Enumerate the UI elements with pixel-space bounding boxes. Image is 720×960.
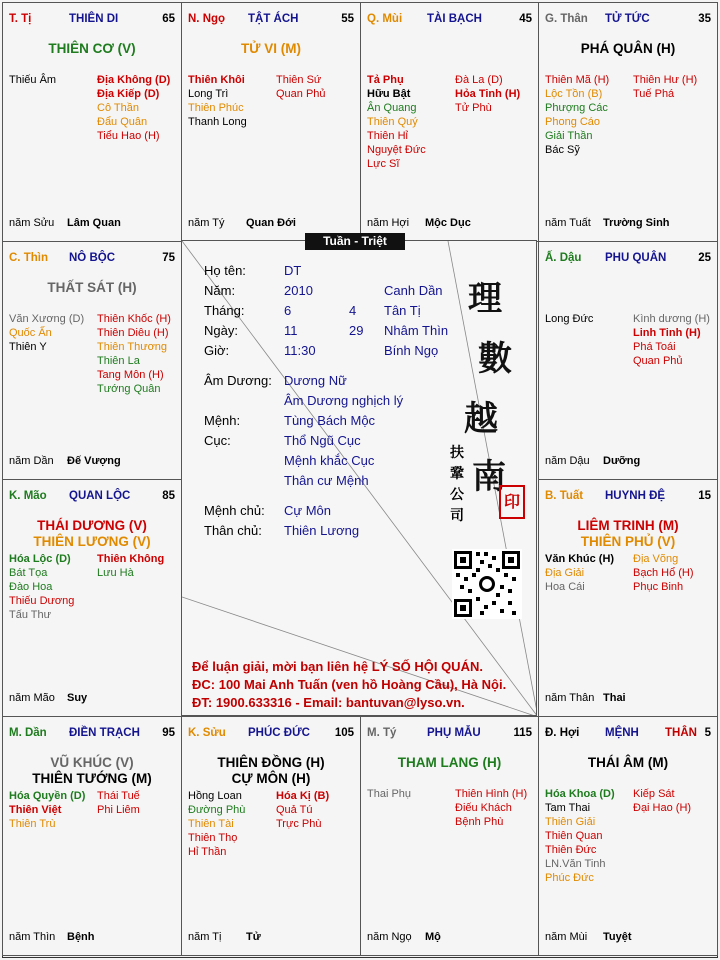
minor-star: Lưu Hà [97, 567, 134, 579]
value-menh: Tùng Bách Mộc [284, 413, 376, 428]
minor-star: Tam Thai [545, 802, 591, 814]
main-star: THÁI ÂM (M) [587, 755, 669, 770]
main-star: VŨ KHÚC (V) [50, 755, 134, 770]
minor-star: Bạch Hổ (H) [633, 567, 694, 579]
minor-star: Tuế Phá [633, 88, 675, 100]
palace-stage: Dưỡng [603, 455, 641, 467]
minor-star: Phá Toái [633, 341, 676, 353]
minor-star: Văn Xương (D) [9, 313, 85, 325]
palace-ti [2, 2, 182, 242]
palace-dau [538, 241, 718, 480]
value-thanchu: Thiên Lương [284, 523, 360, 538]
palace-name: NÔ BỘC [69, 252, 115, 264]
palace-name: HUYNH ĐỆ [605, 490, 666, 502]
minor-star: Địa Không (D) [97, 74, 171, 86]
palace-age: 45 [519, 13, 532, 25]
value-month: 6 [284, 303, 292, 318]
value-year: 2010 [284, 283, 313, 298]
minor-star: Bát Tọa [9, 567, 48, 579]
calligraphy-char: 越 [464, 399, 498, 439]
minor-star: Thái Tuế [97, 790, 140, 802]
label-cuc: Cục: [204, 433, 231, 448]
value-name: DT [284, 263, 302, 278]
palace-header [367, 727, 532, 741]
palace-year: năm Tị [188, 931, 222, 943]
minor-star: LN.Văn Tinh [545, 858, 606, 870]
minor-star: Thiên Quý [367, 116, 418, 128]
minor-star: Phong Cáo [545, 116, 601, 128]
minor-star: Đẩu Quân [97, 116, 148, 128]
minor-star: Thiếu Dương [9, 595, 75, 607]
minor-star: Tướng Quân [97, 383, 161, 395]
contact-line-1: Để luận giải, mời bạn liên hệ LÝ SỐ HỘI QUÁN. [192, 659, 483, 674]
minor-star: Hóa Lộc (D) [9, 553, 71, 565]
vertical-char: 鞏 [450, 466, 464, 482]
palace-ngo [181, 2, 361, 242]
minor-star: Thiên Quan [545, 830, 603, 842]
value-cuc-note1: Mệnh khắc Cục [284, 453, 375, 468]
minor-star: Thiên Khốc (H) [97, 313, 171, 325]
minor-star: Thiên Thương [97, 341, 168, 353]
palace-ty [360, 716, 539, 956]
tuan-triet-badge: Tuần - Triệt [305, 233, 405, 250]
palace-suu [181, 716, 361, 956]
minor-star: Bác Sỹ [545, 144, 580, 156]
value-day-canchi: Nhâm Thìn [384, 323, 449, 338]
minor-star: Quả Tú [276, 804, 313, 816]
minor-star: Thiên Thọ [188, 832, 238, 844]
palace-name: THIÊN DI [69, 13, 119, 25]
palace-age: 35 [698, 13, 711, 25]
contact-address: ĐC: 100 Mai Anh Tuấn (ven hồ Hoàng Cầu), Hà Nội. [192, 677, 507, 692]
palace-name: MỆNH [605, 727, 639, 739]
palace-position: K. Sửu [188, 727, 226, 739]
palace-position: N. Ngọ [188, 13, 226, 25]
palace-year: năm Dần [9, 455, 54, 467]
palace-age: 25 [698, 252, 711, 264]
palace-name: PHỤ MẪU [427, 727, 481, 739]
palace-year: năm Hợi [367, 217, 410, 229]
main-star: PHÁ QUÂN (H) [580, 41, 676, 56]
minor-star: Thiên Trù [9, 818, 56, 830]
palace-header [545, 252, 711, 266]
minor-star: Thiên Sứ [276, 74, 322, 86]
minor-star: Phi Liêm [97, 804, 140, 816]
palace-than [538, 2, 718, 242]
label-month: Tháng: [204, 303, 245, 318]
minor-star: Lộc Tồn (B) [545, 88, 603, 100]
main-star: THIÊN ĐỒNG (H) [217, 755, 325, 770]
qr-code-icon [452, 549, 522, 619]
minor-star: Lực Sĩ [367, 158, 400, 170]
minor-star: Thiên Hỉ [367, 130, 408, 142]
palace-position: C. Thìn [9, 252, 48, 264]
palace-name: ĐIỀN TRẠCH [69, 727, 140, 739]
palace-age: 105 [334, 727, 354, 739]
minor-star: Hỉ Thần [188, 846, 227, 858]
palace-header [545, 490, 711, 504]
palace-year: năm Dậu [545, 455, 590, 467]
palace-position: B. Tuất [545, 490, 584, 502]
minor-star: Thiên Không [97, 553, 165, 565]
palace-hoi [538, 716, 718, 956]
minor-star: Long Trì [188, 88, 229, 100]
minor-star: Hóa Quyền (D) [9, 790, 86, 802]
palace-age: 95 [162, 727, 175, 739]
palace-header [188, 13, 354, 27]
minor-star: Trực Phù [276, 818, 322, 830]
minor-star: Điếu Khách [455, 802, 512, 814]
minor-star: Thiên Giải [545, 816, 596, 828]
palace-year: năm Ngọ [367, 931, 412, 943]
value-cuc-note2: Thân cư Mệnh [284, 473, 369, 488]
value-hour-canchi: Bính Ngọ [384, 343, 439, 358]
palace-header [9, 13, 175, 27]
palace-stage: Mộ [425, 931, 441, 943]
value-hour: 11:30 [284, 343, 316, 358]
seal-stamp [499, 485, 525, 519]
minor-star: Kiếp Sát [633, 788, 675, 800]
minor-star: Tang Môn (H) [97, 369, 164, 381]
value-year-canchi: Canh Dần [384, 283, 443, 298]
main-star: THIÊN LƯƠNG (V) [33, 534, 151, 549]
main-star: CỰ MÔN (H) [231, 771, 311, 786]
palace-stage: Suy [67, 692, 88, 704]
minor-star: Thiên Phúc [188, 102, 244, 114]
palace-position: Q. Mùi [367, 13, 403, 25]
minor-star: Thiên Hư (H) [633, 74, 698, 86]
minor-star: Hóa Khoa (D) [545, 788, 615, 800]
minor-star: Ân Quang [367, 102, 417, 114]
label-amduong: Âm Dương: [204, 373, 272, 388]
label-menhchu: Mệnh chủ: [204, 503, 265, 518]
palace-stage: Thai [603, 692, 626, 704]
center-panel [181, 240, 537, 716]
minor-star: Tiểu Hao (H) [97, 130, 160, 142]
palace-name: TÀI BẠCH [427, 13, 482, 25]
palace-stage: Tuyệt [603, 931, 632, 943]
minor-star: Thiên La [97, 355, 140, 367]
palace-stage: Tử [246, 931, 261, 943]
minor-star: Thiên Khôi [188, 74, 245, 86]
palace-mao [2, 479, 182, 717]
palace-position: T. Tị [9, 13, 32, 25]
label-day: Ngày: [204, 323, 238, 338]
value-amduong-note: Âm Dương nghịch lý [284, 393, 404, 408]
palace-header [367, 13, 532, 27]
vertical-char: 公 [450, 487, 464, 503]
minor-star: Tả Phụ [367, 74, 404, 86]
palace-tuat [538, 479, 718, 717]
palace-header [9, 490, 175, 504]
label-hour: Giờ: [204, 343, 230, 358]
palace-header [545, 727, 711, 741]
minor-star: Thiên Mã (H) [545, 74, 610, 86]
minor-star: Văn Khúc (H) [545, 553, 615, 565]
minor-star: Đại Hao (H) [633, 802, 692, 814]
label-menh: Mệnh: [204, 413, 241, 428]
main-star: TỬ VI (M) [241, 41, 301, 56]
vertical-char: 扶 [450, 445, 464, 461]
minor-star: Tấu Thư [9, 609, 52, 621]
value-cuc: Thổ Ngũ Cục [284, 433, 361, 448]
palace-position: G. Thân [545, 13, 588, 25]
minor-star: Phượng Các [545, 102, 608, 114]
minor-star: Long Đức [545, 313, 594, 325]
minor-star: Thiên Tài [188, 818, 234, 830]
value-menhchu: Cự Môn [284, 503, 331, 518]
minor-star: Đào Hoa [9, 581, 53, 593]
palace-position: Đ. Hợi [545, 727, 580, 739]
minor-star: Thiên Diêu (H) [97, 327, 169, 339]
main-star: LIÊM TRINH (M) [577, 518, 679, 533]
label-year: Năm: [204, 283, 236, 298]
label-thanchu: Thân chủ: [204, 523, 262, 538]
palace-mui [360, 2, 539, 242]
minor-star: Hữu Bật [367, 88, 411, 100]
contact-phone-email: ĐT: 1900.633316 - Email: bantuvan@lyso.vn. [192, 695, 465, 710]
palace-age: 65 [162, 13, 175, 25]
value-amduong: Dương Nữ [284, 373, 347, 388]
palace-stage: Trường Sinh [603, 217, 670, 229]
minor-star: Thiên Y [9, 341, 47, 353]
minor-star: Thiên Đức [545, 844, 597, 856]
minor-star: Quan Phủ [276, 88, 326, 100]
minor-star: Địa Giải [545, 567, 585, 579]
palace-dan [2, 716, 182, 956]
palace-stage: Lâm Quan [67, 217, 121, 229]
palace-position: M. Dần [9, 727, 47, 739]
main-star: THIÊN TƯỚNG (M) [32, 771, 152, 786]
minor-star: Địa Kiếp (D) [97, 88, 160, 100]
palace-year: năm Tuất [545, 217, 591, 229]
palace-header [545, 13, 711, 27]
palace-age: 85 [162, 490, 175, 502]
calligraphy-char: 數 [478, 339, 512, 379]
minor-star: Thiên Hình (H) [455, 788, 528, 800]
palace-header [9, 252, 175, 266]
label-name: Họ tên: [204, 263, 246, 278]
palace-name: QUAN LỘC [69, 490, 131, 502]
value-day: 11 [284, 323, 298, 338]
main-star: THIÊN CƠ (V) [48, 41, 136, 56]
palace-year: năm Thìn [9, 931, 56, 943]
palace-year: năm Mùi [545, 931, 588, 943]
minor-star: Hóa Kị (B) [276, 790, 330, 802]
palace-stage: Mộc Dục [425, 217, 471, 229]
palace-name: PHÚC ĐỨC [248, 727, 310, 739]
palace-stage: Đế Vượng [67, 455, 121, 467]
minor-star: Quốc Ấn [9, 327, 52, 339]
palace-header [9, 727, 175, 741]
palace-name: TẬT ÁCH [248, 13, 299, 25]
minor-star: Thanh Long [188, 116, 247, 128]
main-star: THIÊN PHỦ (V) [580, 534, 676, 549]
calligraphy-char: 南 [472, 457, 506, 497]
palace-stage: Quan Đới [246, 217, 296, 229]
than-marker: THÂN [665, 727, 697, 739]
minor-star: Linh Tinh (H) [633, 327, 701, 339]
palace-position: Ấ. Dậu [545, 252, 582, 264]
palace-year: năm Sửu [9, 217, 55, 229]
palace-thin [2, 241, 182, 480]
palace-year: năm Mão [9, 692, 55, 704]
palace-year: năm Tý [188, 217, 225, 229]
palace-name: TỬ TỨC [605, 13, 650, 25]
minor-star: Quan Phủ [633, 355, 683, 367]
seal-char: 印 [503, 492, 520, 511]
calligraphy-char: 理 [468, 279, 502, 319]
minor-star: Kình dương (H) [633, 313, 710, 325]
minor-star: Hồng Loan [188, 790, 242, 802]
palace-position: K. Mão [9, 490, 47, 502]
minor-star: Đường Phù [188, 804, 246, 816]
minor-star: Địa Võng [633, 553, 679, 565]
main-star: THÁI DƯƠNG (V) [37, 518, 147, 533]
minor-star: Cô Thần [97, 102, 139, 114]
palace-stage: Bệnh [67, 931, 95, 943]
vertical-text [450, 443, 466, 527]
main-star: THAM LANG (H) [397, 755, 502, 770]
value-month-canchi: Tân Tị [384, 303, 421, 318]
palace-age: 15 [698, 490, 711, 502]
minor-star: Giải Thần [545, 130, 593, 142]
palace-age: 55 [341, 13, 354, 25]
minor-star: Hoa Cái [545, 581, 585, 593]
value-month-lunar: 4 [349, 303, 357, 318]
vertical-char: 司 [450, 508, 464, 524]
palace-age: 115 [513, 727, 532, 739]
minor-star: Thai Phụ [367, 788, 412, 800]
minor-star: Nguyệt Đức [367, 144, 426, 156]
minor-star: Thiếu Âm [9, 74, 57, 86]
minor-star: Thiên Việt [9, 804, 62, 816]
minor-star: Tử Phù [455, 102, 492, 114]
main-star: THẤT SÁT (H) [47, 280, 137, 295]
palace-header [188, 727, 354, 741]
minor-star: Phục Binh [633, 581, 684, 593]
palace-age: 5 [704, 727, 711, 739]
minor-star: Đà La (D) [455, 74, 503, 86]
palace-age: 75 [162, 252, 175, 264]
palace-year: năm Thân [545, 692, 595, 704]
palace-name: PHU QUÂN [605, 252, 667, 264]
value-day-lunar: 29 [349, 323, 364, 338]
palace-position: M. Tý [367, 727, 397, 739]
minor-star: Phúc Đức [545, 872, 594, 884]
minor-star: Hỏa Tinh (H) [455, 88, 521, 100]
minor-star: Bệnh Phù [455, 816, 504, 828]
